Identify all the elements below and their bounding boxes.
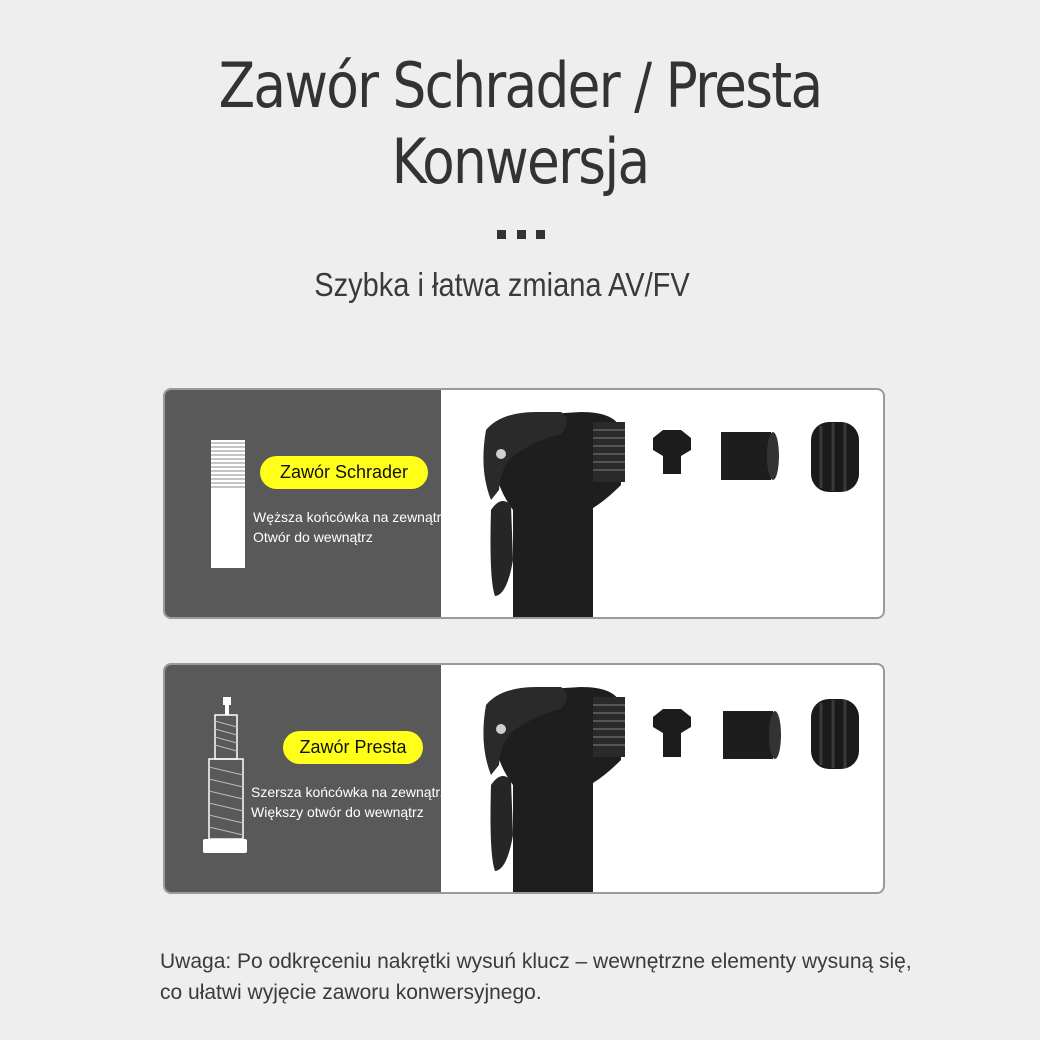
schrader-badge: Zawór Schrader [260, 456, 428, 489]
note-line-2: co ułatwi wyjęcie zaworu konwersyjnego. [160, 981, 542, 1004]
schrader-desc-line-1: Węższa końcówka na zewnątrz [253, 509, 449, 525]
page-title [73, 48, 967, 200]
title-line-1: Zawór Schrader / Presta [218, 49, 822, 122]
presta-card [163, 663, 885, 894]
schrader-card [163, 388, 885, 619]
schrader-desc-line-2: Otwór do wewnątrz [253, 529, 373, 545]
presta-badge: Zawór Presta [283, 731, 423, 764]
pump-parts-image-schrader [441, 390, 883, 617]
note-line-1: Uwaga: Po odkręceniu nakrętki wysuń klucz – wewnętrzne elementy wysuną się, [160, 950, 912, 973]
usage-note [160, 946, 920, 1008]
divider-dots [497, 230, 545, 240]
subtitle: Szybka i łatwa zmiana AV/FV [314, 266, 690, 303]
title-line-2: Konwersja [391, 125, 649, 198]
schrader-info-panel [165, 390, 449, 617]
presta-valve-illustration [203, 695, 273, 865]
presta-description [251, 782, 447, 822]
presta-desc-line-1: Szersza końcówka na zewnątrz [251, 784, 448, 800]
pump-parts-image-presta [441, 665, 883, 892]
presta-desc-line-2: Większy otwór do wewnątrz [251, 804, 424, 820]
schrader-description [253, 507, 448, 547]
presta-info-panel [165, 665, 448, 892]
